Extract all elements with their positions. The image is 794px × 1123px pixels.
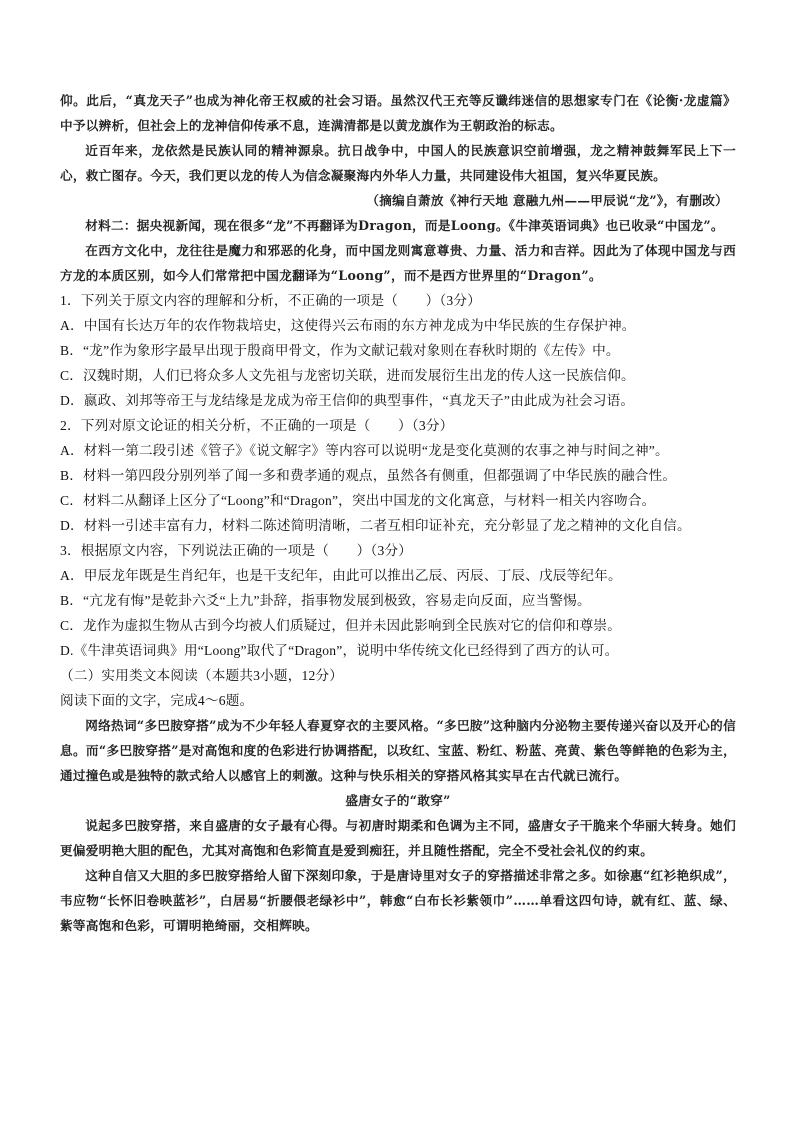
question-1-option-d: D．嬴政、刘邦等帝王与龙结缘是龙成为帝王信仰的典型事件，“真龙天子”由此成为社会习语。: [60, 393, 635, 408]
question-1-option-a: A．中国有长达万年的农作物栽培史，这使得兴云布雨的东方神龙成为中华民族的生存保护神。: [60, 318, 636, 333]
section-2-article-title: 盛唐女子的“敢穿”: [345, 793, 451, 808]
question-1-stem: 1．下列关于原文内容的理解和分析，不正确的一项是（ ）（3分）: [60, 293, 482, 308]
section-2-heading: （二）实用类文本阅读（本题共3小题，12分）: [60, 668, 344, 683]
section-2-instruction: 阅读下面的文字，完成4～6题。: [60, 693, 254, 708]
question-3-option-d: D.《牛津英语词典》用“Loong”取代了“Dragon”，说明中华传统文化已经得到了西方的认可。: [60, 643, 619, 658]
question-3-option-a: A．甲辰龙年既是生肖纪年，也是干支纪年，由此可以推出乙辰、丙辰、丁辰、戊辰等纪年。: [60, 568, 622, 583]
section-2-paragraph-3: 这种自信又大胆的多巴胺穿搭给人留下深刻印象，于是唐诗里对女子的穿搭描述非常之多。如徐惠“红衫艳织成”，韦应物“长怀旧卷映蓝衫”，白居易“折腰偎老绿衫中”，韩愈“白布长衫紫领巾”……单看这四句诗，就有红、蓝、绿、紫等高饱和色彩，可谓明艳绮丽，交相辉映。: [60, 868, 736, 933]
question-1-option-c: C．汉魏时期，人们已将众多人文先祖与龙密切关联，进而发展衍生出龙的传人这一民族信仰。: [60, 368, 635, 383]
question-2-option-d: D．材料一引述丰富有力，材料二陈述简明清晰，二者互相印证补充，充分彰显了龙之精神的文化自信。: [60, 518, 691, 533]
question-2-option-b: B．材料一第四段分别列举了闻一多和费孝通的观点，虽然各有侧重，但都强调了中华民族的融合性。: [60, 468, 677, 483]
material1-paragraph-continuation: 仰。此后，“真龙天子”也成为神化帝王权威的社会习语。虽然汉代王充等反谶纬迷信的思想家专门在《论衡·龙虚篇》中予以辨析，但社会上的龙神信仰传承不息，连满清都是以黄龙旗作为王朝政治的标志。: [60, 93, 736, 133]
section-2-paragraph-2: 说起多巴胺穿搭，来自盛唐的女子最有心得。与初唐时期柔和色调为主不同，盛唐女子干脆来个华丽大转身。她们更偏爱明艳大胆的配色，尤其对高饱和色彩简直是爱到痴狂，并且随性搭配，完全不受社会礼仪的约束。: [60, 818, 736, 858]
section-2-paragraph-1: 网络热词“多巴胺穿搭”成为不少年轻人春夏穿衣的主要风格。“多巴胺”这种脑内分泌物主要传递兴奋以及开心的信息。而“多巴胺穿搭”是对高饱和度的色彩进行协调搭配，以玫红、宝蓝、粉红、粉蓝、亮黄、紫色等鲜艳的色彩为主，通过撞色或是独特的款式给人以感官上的刺激。这种与快乐相关的穿搭风格其实早在古代就已流行。: [60, 718, 736, 783]
exam-page: [60, 88, 736, 938]
question-2-option-c: C．材料二从翻译上区分了“Loong”和“Dragon”，突出中国龙的文化寓意，与材料一相关内容吻合。: [60, 493, 656, 508]
question-3: [60, 538, 736, 663]
material1-paragraph-modern: 近百年来，龙依然是民族认同的精神源泉。抗日战争中，中国人的民族意识空前增强，龙之精神鼓舞军民上下一心，救亡图存。今天，我们更以龙的传人为信念凝聚海内外华人力量，共同建设伟大祖国，复兴华夏民族。: [60, 143, 736, 183]
question-3-stem: 3．根据原文内容，下列说法正确的一项是（ ）（3分）: [60, 543, 413, 558]
question-1-option-b: B．“龙”作为象形字最早出现于殷商甲骨文，作为文献记载对象则在春秋时期的《左传》中。: [60, 343, 620, 358]
question-3-option-c: C．龙作为虚拟生物从古到今均被人们质疑过，但并未因此影响到全民族对它的信仰和尊崇。: [60, 618, 622, 633]
question-3-option-b: B．“亢龙有悔”是乾卦六爻“上九”卦辞，指事物发展到极致，容易走向反面，应当警惕。: [60, 593, 591, 608]
question-1: [60, 288, 736, 413]
question-2-option-a: A．材料一第二段引述《管子》《说文解字》等内容可以说明“龙是变化莫测的农事之神与时间之神”。: [60, 443, 669, 458]
material2-paragraph-1: 材料二：据央视新闻，现在很多“龙”不再翻译为Dragon，而是Loong。《牛津英语词典》也已收录“中国龙”。: [85, 218, 724, 233]
material1-source-citation: （摘编自萧放《神行天地 意融九州——甲辰说“龙”》，有删改）: [366, 193, 728, 208]
material2-paragraph-2: 在西方文化中，龙往往是魔力和邪恶的化身，而中国龙则寓意尊贵、力量、活力和吉祥。因此为了体现中国龙与西方龙的本质区别，如今人们常常把中国龙翻译为“Loong”，而不是西方世界里的“Dragon”。: [60, 243, 736, 283]
question-2-stem: 2．下列对原文论证的相关分析，不正确的一项是（ ）（3分）: [60, 418, 454, 433]
question-2: [60, 413, 736, 538]
